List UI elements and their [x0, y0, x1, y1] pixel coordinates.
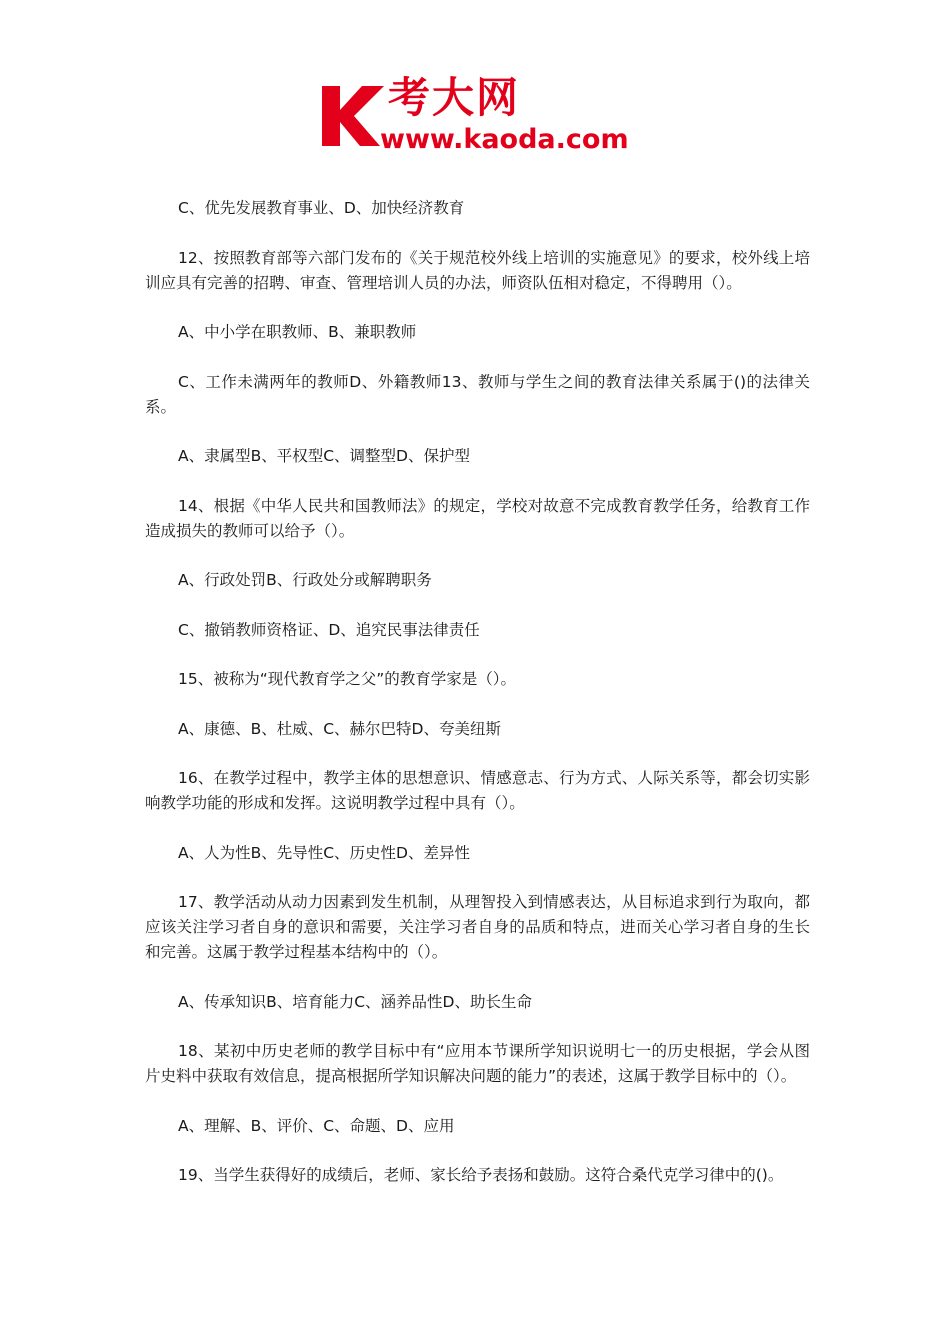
- paragraph: C、优先发展教育事业、D、加快经济教育: [178, 199, 465, 217]
- paragraph: A、传承知识B、培育能力C、涵养品性D、助长生命: [178, 992, 532, 1011]
- paragraph: 19、当学生获得好的成绩后，老师、家长给予表扬和鼓励。这符合桑代克学习律中的()。: [178, 1166, 784, 1184]
- paragraph: 15、被称为“现代教育学之父”的教育学家是（）。: [178, 670, 517, 688]
- paragraph: C、撤销教师资格证、D、追究民事法律责任: [178, 620, 480, 639]
- paragraph: C、工作未满两年的教师D、外籍教师13、教师与学生之间的教育法律关系属于()的法律关系。: [145, 372, 810, 416]
- paragraph: A、康德、B、杜威、C、赫尔巴特D、夸美纽斯: [178, 719, 501, 738]
- logo-url: www.kaoda.com: [380, 124, 629, 155]
- question-content: [145, 196, 810, 1213]
- logo-brand-name: 考大网: [388, 73, 521, 122]
- paragraph: 17、教学活动从动力因素到发生机制，从理智投入到情感表达，从目标追求到行为取向，都应该关注学习者自身的意识和需要，关注学习者自身的品质和特点，进而关心学习者自身的生长和完善。这属于教学过程基本结构中的（）。: [145, 893, 810, 961]
- paragraph: 18、某初中历史老师的教学目标中有“应用本节课所学知识说明七一的历史根据，学会从图片史料中获取有效信息，提高根据所学知识解决问题的能力”的表述，这属于教学目标中的（）。: [145, 1042, 810, 1085]
- paragraph: A、行政处罚B、行政处分或解聘职务: [178, 571, 432, 589]
- kaoda-logo[interactable]: [318, 73, 640, 158]
- paragraph: 12、按照教育部等六部门发布的《关于规范校外线上培训的实施意见》的要求，校外线上培训应具有完善的招聘、审查、管理培训人员的办法，师资队伍相对稳定，不得聘用（）。: [145, 248, 810, 292]
- paragraph: A、理解、B、评价、C、命题、D、应用: [178, 1116, 455, 1135]
- paragraph: 14、根据《中华人民共和国教师法》的规定，学校对故意不完成教育教学任务，给教育工作造成损失的教师可以给予（）。: [145, 496, 810, 540]
- paragraph: A、人为性B、先导性C、历史性D、差异性: [178, 843, 470, 862]
- paragraph: 16、在教学过程中，教学主体的思想意识、情感意志、行为方式、人际关系等，都会切实影响教学功能的形成和发挥。这说明教学过程中具有（）。: [145, 769, 810, 812]
- k-logo-icon: [318, 80, 388, 150]
- paragraph: A、中小学在职教师、B、兼职教师: [178, 323, 417, 341]
- paragraph: A、隶属型B、平权型C、调整型D、保护型: [178, 447, 470, 465]
